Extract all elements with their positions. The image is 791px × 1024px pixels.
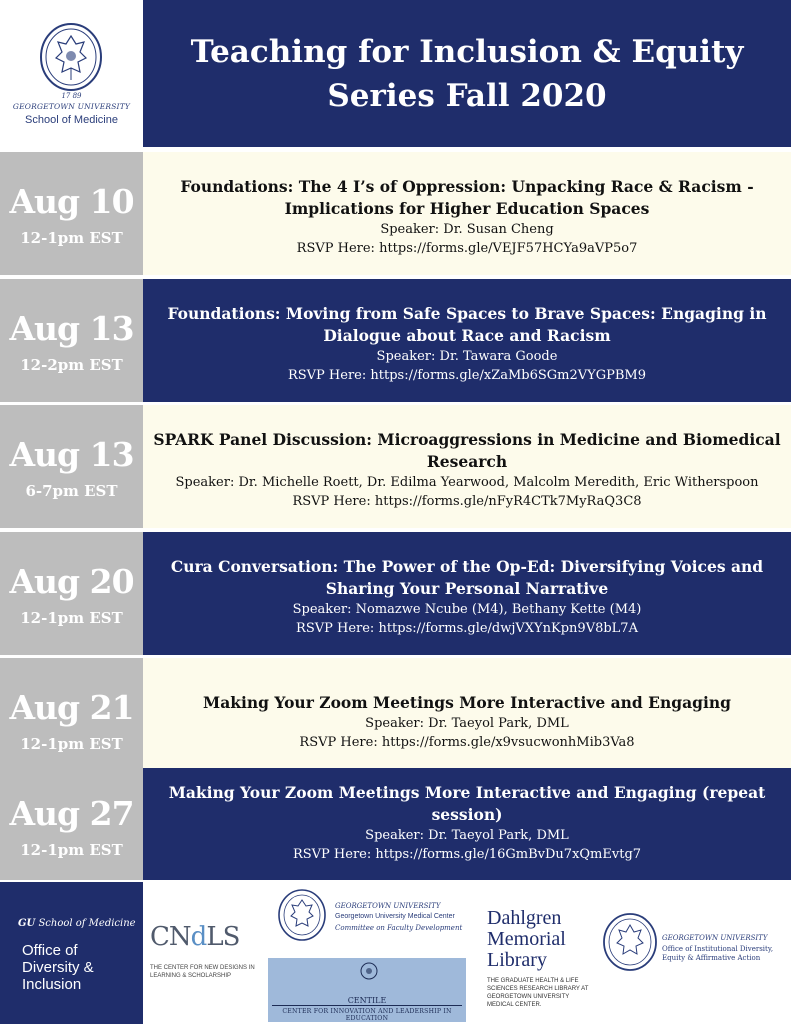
event-time: 12-1pm EST	[20, 229, 123, 247]
event-time: 12-1pm EST	[20, 841, 123, 859]
cndls-mark-b: d	[190, 922, 207, 952]
event-speaker: Speaker: Dr. Tawara Goode	[376, 349, 558, 364]
cndls-mark-a: CN	[150, 922, 191, 952]
event-row	[0, 152, 791, 275]
centile-name: CENTILE	[347, 996, 387, 1005]
cndls-mark-c: LS	[206, 922, 240, 952]
event-speaker: Speaker: Dr. Susan Cheng	[380, 222, 554, 237]
cndls-wordmark	[150, 922, 239, 952]
georgetown-seal-icon	[38, 22, 104, 92]
event-row	[0, 532, 791, 655]
event-info	[143, 152, 791, 275]
event-title: Cura Conversation: The Power of the Op-Ed: Diversifying Voices and Sharing Your Personal Narrative	[170, 557, 764, 598]
dml-subtitle: THE GRADUATE HEALTH & LIFE SCIENCES RESEARCH LIBRARY AT GEORGETOWN UNIVERSITY MEDICAL CENTER.	[487, 978, 589, 1008]
georgetown-seal-icon	[602, 912, 658, 972]
event-time: 6-7pm EST	[25, 482, 118, 500]
event-row	[0, 658, 791, 781]
oide-logo	[600, 912, 791, 992]
event-rsvp-link[interactable]: RSVP Here: https://forms.gle/nFyR4CTk7MyRaQ3C8	[292, 494, 642, 509]
odi-logo	[0, 882, 143, 1024]
event-info	[143, 279, 791, 402]
event-speaker: Speaker: Dr. Taeyol Park, DML	[365, 716, 569, 731]
event-speaker: Speaker: Dr. Michelle Roett, Dr. Edilma Yearwood, Malcolm Meredith, Eric Witherspoon	[175, 475, 759, 490]
event-info	[143, 405, 791, 528]
sponsor-footer	[0, 882, 791, 1024]
event-time: 12-2pm EST	[20, 356, 123, 374]
event-info	[143, 658, 791, 781]
event-time: 12-1pm EST	[20, 735, 123, 753]
event-rsvp-link[interactable]: RSVP Here: https://forms.gle/VEJF57HCYa9aVP5o7	[296, 241, 638, 256]
event-title: Making Your Zoom Meetings More Interactive and Engaging	[203, 693, 731, 712]
event-date-box	[0, 405, 143, 528]
gumc-center: Georgetown University Medical Center	[335, 913, 455, 920]
gumc-committee: Committee on Faculty Development	[335, 924, 463, 932]
event-date: Aug 21	[9, 688, 134, 727]
event-rsvp-link[interactable]: RSVP Here: https://forms.gle/xZaMb6SGm2VYGPBM9	[287, 368, 647, 383]
odi-office: Office of Diversity & Inclusion	[22, 942, 94, 993]
event-info	[143, 532, 791, 655]
dml-line-3: Library	[487, 949, 547, 971]
logo-school: School of Medicine	[25, 114, 118, 126]
page-title	[143, 0, 791, 147]
centile-divider	[272, 1005, 462, 1006]
centile-subtitle: CENTER FOR INNOVATION AND LEADERSHIP IN EDUCATION	[282, 1008, 452, 1022]
oide-office: Office of Institutional Diversity, Equity & Affirmative Action	[662, 945, 774, 962]
event-time: 12-1pm EST	[20, 609, 123, 627]
header	[0, 0, 791, 147]
event-rsvp-link[interactable]: RSVP Here: https://forms.gle/x9vsucwonhMib3Va8	[299, 735, 635, 750]
georgetown-som-logo	[0, 0, 143, 147]
event-title: SPARK Panel Discussion: Microaggressions in Medicine and Biomedical Research	[153, 430, 781, 471]
oide-university: GEORGETOWN UNIVERSITY	[662, 934, 768, 942]
title-line-1: Teaching for Inclusion & Equity	[190, 34, 744, 70]
odi-gu-mark: GU	[18, 918, 36, 929]
title-line-2: Series Fall 2020	[327, 78, 607, 114]
dahlgren-library-logo	[487, 908, 597, 1020]
event-row	[0, 405, 791, 528]
event-date: Aug 10	[9, 182, 134, 221]
cndls-logo	[148, 910, 270, 990]
centile-logo	[268, 958, 466, 1022]
event-title: Foundations: Moving from Safe Spaces to Brave Spaces: Engaging in Dialogue about Race and Racism	[167, 304, 767, 345]
logo-university: GEORGETOWN UNIVERSITY	[12, 102, 131, 111]
dml-line-1: Dahlgren	[487, 907, 562, 929]
event-speaker: Speaker: Dr. Taeyol Park, DML	[365, 828, 569, 843]
event-title: Foundations: The 4 I’s of Oppression: Unpacking Race & Racism - Implications for Higher Education Spaces	[180, 177, 754, 218]
georgetown-seal-icon	[360, 962, 378, 980]
event-rsvp-link[interactable]: RSVP Here: https://forms.gle/16GmBvDu7xQmEvtg7	[292, 847, 642, 862]
odi-school-name: School of Medicine	[38, 918, 136, 929]
event-info	[143, 768, 791, 880]
event-speaker: Speaker: Nomazwe Ncube (M4), Bethany Kette (M4)	[292, 602, 642, 617]
event-rsvp-link[interactable]: RSVP Here: https://forms.gle/dwjVXYnKpn9V8bL7A	[296, 621, 638, 636]
gumc-university: GEORGETOWN UNIVERSITY	[335, 902, 441, 910]
georgetown-seal-icon	[277, 888, 327, 942]
dml-line-2: Memorial	[487, 928, 566, 950]
event-date-box	[0, 532, 143, 655]
event-date: Aug 27	[9, 794, 134, 833]
event-date-box	[0, 279, 143, 402]
event-date-box	[0, 658, 143, 781]
event-date-box	[0, 768, 143, 880]
event-row	[0, 279, 791, 402]
event-date-box	[0, 152, 143, 275]
event-date: Aug 20	[9, 562, 134, 601]
logo-years: 17 89	[61, 92, 82, 100]
event-date: Aug 13	[9, 435, 134, 474]
event-date: Aug 13	[9, 309, 134, 348]
cndls-subtitle: THE CENTER FOR NEW DESIGNS IN LEARNING & SCHOLARSHIP	[150, 965, 255, 979]
event-row	[0, 768, 791, 880]
gumc-logo	[273, 886, 468, 950]
event-title: Making Your Zoom Meetings More Interactive and Engaging (repeat session)	[168, 783, 766, 824]
odi-school	[18, 918, 136, 929]
